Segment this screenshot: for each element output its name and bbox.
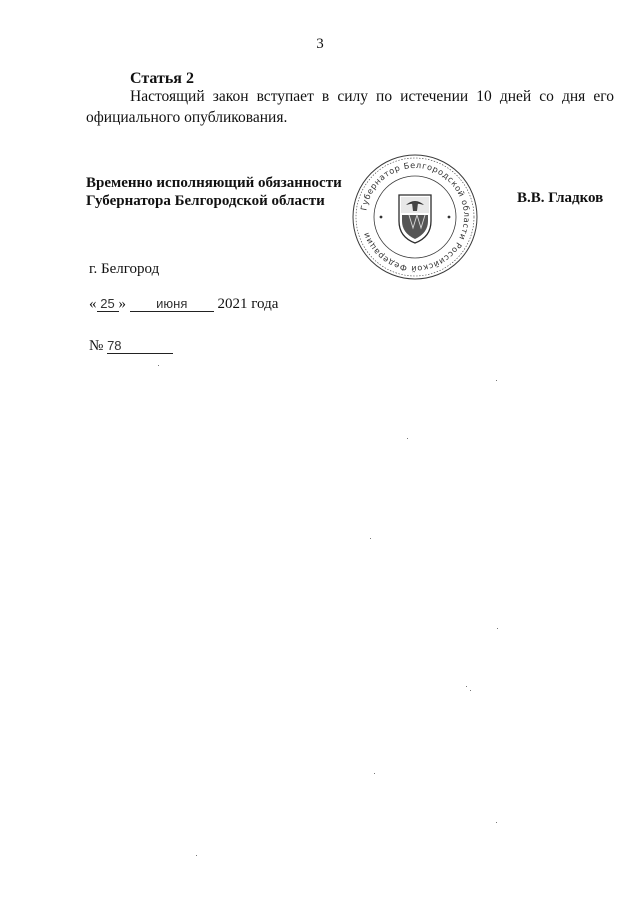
scan-speck	[158, 365, 159, 366]
seal-inscription-path: Губернатор Белгородской области Российской Федерации	[358, 159, 473, 275]
article-title: Статья 2	[130, 70, 194, 87]
date-open-quote: «	[89, 296, 97, 312]
signer-position-line-2: Губернатора Белгородской области	[86, 193, 325, 209]
signer-position	[86, 174, 342, 210]
scan-speck	[466, 686, 467, 687]
date-day: 25	[97, 296, 119, 312]
scan-speck	[374, 773, 375, 774]
date-close-quote: »	[118, 296, 126, 312]
law-number-value: 78	[107, 338, 173, 354]
date-year: 2021 года	[217, 296, 279, 312]
signer-position-line-1: Временно исполняющий обязанности	[86, 175, 342, 191]
place-of-signing: г. Белгород	[89, 261, 160, 277]
scan-speck	[496, 380, 497, 381]
signer-name: В.В. Гладков	[517, 190, 604, 206]
signing-date	[89, 296, 278, 313]
page-number: 3	[316, 36, 324, 52]
scan-speck	[407, 438, 408, 439]
law-number	[89, 338, 173, 355]
coat-of-arms-icon	[399, 195, 431, 243]
official-seal-stamp	[351, 153, 479, 281]
scan-speck	[470, 690, 471, 691]
article-text: Настоящий закон вступает в силу по истечении 10 дней со дня его официального опубликования.	[86, 88, 614, 126]
scan-speck	[496, 822, 497, 823]
law-number-label: №	[89, 338, 104, 354]
scan-speck	[497, 628, 498, 629]
scan-speck	[196, 855, 197, 856]
scan-speck	[370, 538, 371, 539]
date-month: июня	[130, 296, 214, 312]
